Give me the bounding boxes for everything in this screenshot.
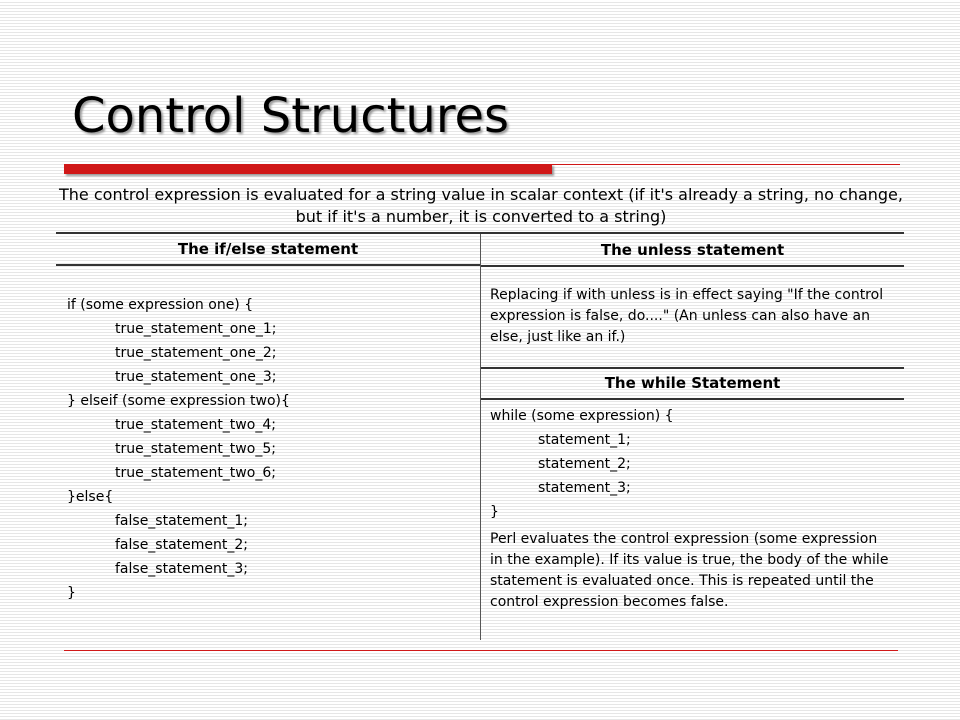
- while-header: The while Statement: [604, 374, 781, 392]
- ifelse-code-line: false_statement_2;: [115, 537, 249, 553]
- bottom-rule-line: [64, 650, 898, 651]
- ifelse-code-line: true_statement_one_1;: [115, 321, 277, 337]
- ifelse-code-line: if (some expression one) {: [67, 297, 254, 313]
- ifelse-code-line: false_statement_1;: [115, 513, 249, 529]
- ifelse-code-line: true_statement_one_2;: [115, 345, 277, 361]
- while-explanation: Perl evaluates the control expression (some expression in the example). If its value is true, the body of the while statement is evaluated once. This is repeated until the control expression becomes false.: [490, 531, 889, 610]
- ifelse-code-line: } elseif (some expression two){: [67, 393, 290, 409]
- while-code-block: [490, 404, 674, 524]
- column-divider: [480, 234, 481, 640]
- slide-title: Control Structures: [72, 88, 510, 144]
- unless-header: The unless statement: [600, 241, 785, 259]
- ifelse-code-line: true_statement_two_5;: [115, 441, 276, 457]
- ifelse-code-line: true_statement_one_3;: [115, 369, 277, 385]
- ifelse-code-line: false_statement_3;: [115, 561, 249, 577]
- title-rule-line: [552, 164, 900, 165]
- ifelse-code-block: [67, 293, 290, 605]
- while-code-line: statement_2;: [538, 456, 631, 472]
- while-code-line: statement_3;: [538, 480, 631, 496]
- while-code-line: while (some expression) {: [490, 408, 674, 424]
- slide-subtitle: The control expression is evaluated for a string value in scalar context (if it's already a string, no change, but if it's a number, it is converted to a string): [59, 185, 903, 226]
- ifelse-code-line: true_statement_two_4;: [115, 417, 276, 433]
- while-code-line: statement_1;: [538, 432, 631, 448]
- while-header-rule: [481, 398, 904, 400]
- ifelse-header-rule: [56, 264, 480, 266]
- ifelse-code-line: }: [67, 585, 76, 601]
- while-code-line: }: [490, 504, 499, 520]
- ifelse-header: The if/else statement: [177, 240, 359, 258]
- while-header-top-rule: [481, 367, 904, 369]
- ifelse-code-line: true_statement_two_6;: [115, 465, 276, 481]
- unless-description: Replacing if with unless is in effect saying "If the control expression is false, do...." (An unless can also have an else, just like an if.): [490, 287, 884, 345]
- title-underline-bar: [64, 164, 552, 174]
- ifelse-code-line: }else{: [67, 489, 114, 505]
- unless-header-rule: [481, 265, 904, 267]
